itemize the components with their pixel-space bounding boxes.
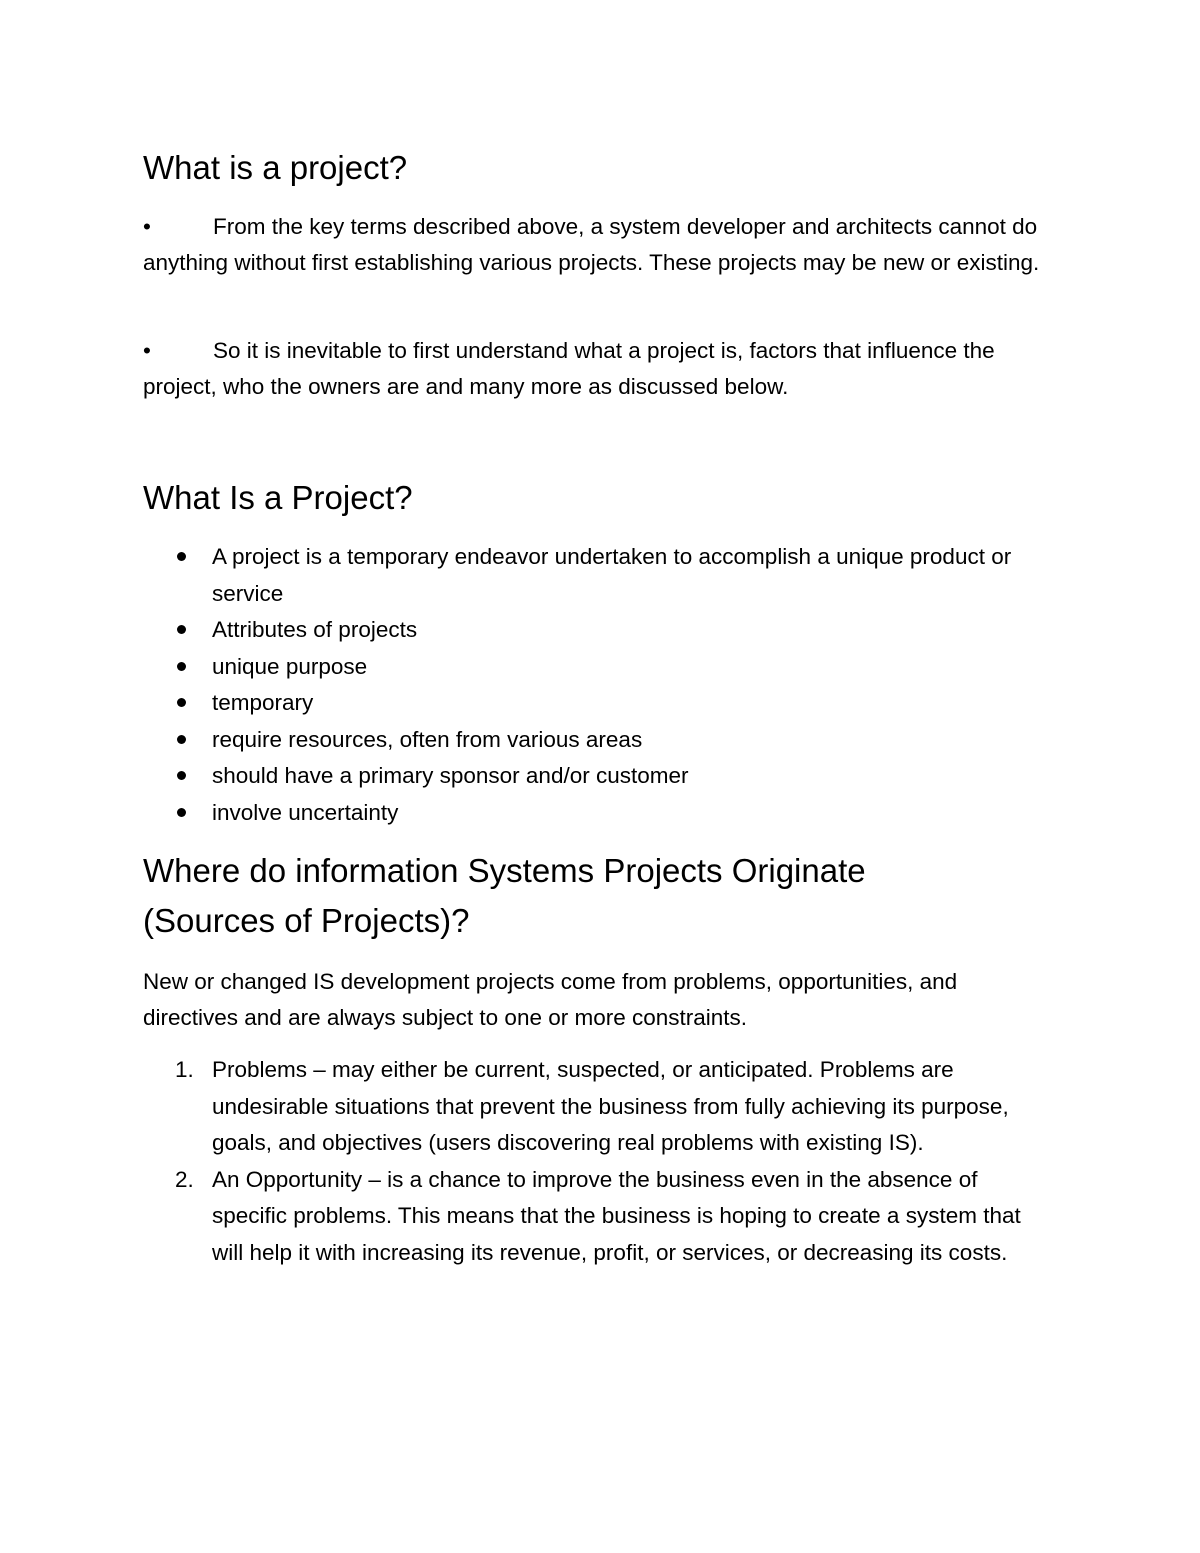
list-item	[143, 685, 1023, 722]
numbered-list-item-text: Problems – may either be current, suspected, or anticipated. Problems are undesirable situations that prevent the business from fully achieving its purpose, goals, and objectives (users discovering real problems with existing IS).	[212, 1057, 1009, 1155]
bullet-icon	[177, 735, 186, 744]
bullet-glyph: •	[143, 214, 151, 239]
list-item	[143, 539, 1023, 612]
list-item-text: temporary	[212, 690, 314, 715]
bullet-icon	[177, 662, 186, 671]
section3-heading-line1: Where do information Systems Projects Originate	[143, 852, 866, 889]
section3-heading-line2: (Sources of Projects)?	[143, 902, 470, 939]
list-item-text: require resources, often from various areas	[212, 726, 643, 752]
bullet-icon	[177, 625, 186, 634]
bullet-icon	[177, 771, 186, 780]
section1-paragraph-2	[143, 333, 1058, 405]
bullet-icon	[177, 698, 186, 707]
list-number: 1.	[175, 1057, 194, 1082]
section1-paragraph-2-text: So it is inevitable to first understand what a project is, factors that influence the project, who the owners are and many more as discussed below.	[143, 338, 995, 399]
list-item-text: A project is a temporary endeavor undertaken to accomplish a unique product or service	[212, 544, 1012, 606]
list-item	[143, 612, 1023, 649]
section1-paragraph-1	[143, 209, 1058, 281]
bullet-glyph: •	[143, 338, 151, 363]
section2-heading: What Is a Project?	[143, 479, 413, 516]
list-item-text: unique purpose	[212, 653, 368, 679]
numbered-list-item-text: An Opportunity – is a chance to improve the business even in the absence of specific problems. This means that the business is hoping to create a system that will help it with increasing its revenue, profit, or services, or decreasing its costs.	[212, 1166, 1021, 1265]
section1-paragraph-1-text: From the key terms described above, a system developer and architects cannot do anything without first establishing various projects. These projects may be new or existing.	[143, 214, 1040, 275]
section3-numbered-list	[143, 1052, 1043, 1271]
section2-bullet-list	[143, 539, 1023, 831]
numbered-list-item	[143, 1052, 1043, 1162]
list-item	[143, 722, 1023, 759]
list-item	[143, 795, 1023, 832]
bullet-icon	[177, 552, 186, 561]
section1-heading: What is a project?	[143, 149, 408, 186]
list-item-text: involve uncertainty	[212, 799, 399, 825]
numbered-list-item	[143, 1162, 1043, 1272]
list-item-text: should have a primary sponsor and/or customer	[212, 763, 689, 788]
list-item-text: Attributes of projects	[212, 617, 418, 642]
list-item	[143, 649, 1023, 686]
section3-intro: New or changed IS development projects come from problems, opportunities, and directives and are always subject to one or more constraints.	[143, 969, 958, 1030]
bullet-icon	[177, 808, 186, 817]
list-item	[143, 758, 1023, 795]
list-number: 2.	[175, 1166, 194, 1192]
